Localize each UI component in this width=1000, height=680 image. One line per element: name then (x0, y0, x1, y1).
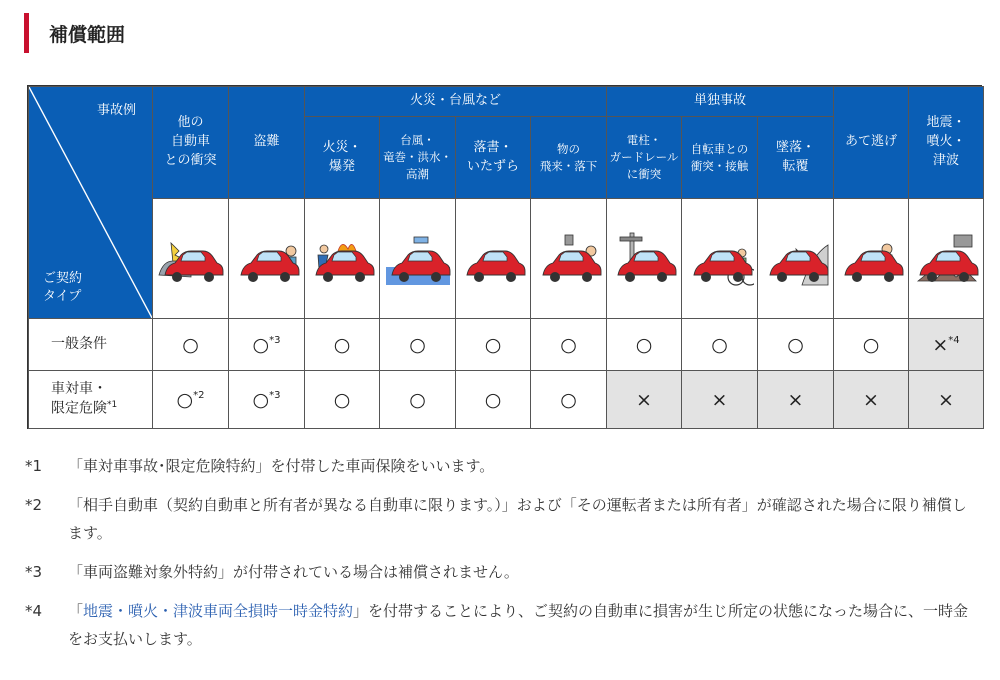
pole-collision-illustration (610, 229, 678, 289)
illustration-cell (380, 199, 456, 319)
footnote-text: 「地震・噴火・津波車両全損時一時金特約」を付帯することにより、ご契約の自動車に損害が生じ所定の状態になった場合に、一時金をお支払いします。 (68, 602, 969, 648)
coverage-mark-cell: ○$^{*3}$ (229, 371, 305, 429)
coverage-mark-cell: ○ (607, 319, 682, 371)
corner-label-accident: 事故例 (96, 103, 136, 118)
coverage-mark-cell: ×$^{*4}$ (909, 319, 984, 371)
footnote-id: *1 (25, 457, 43, 475)
coverage-mark-cell: ○$^{*2}$ (153, 371, 229, 429)
graffiti-illustration (459, 229, 527, 289)
illustration-cell (909, 199, 984, 319)
footnote-2 (25, 491, 980, 547)
illustration-cell (229, 199, 305, 319)
table-row (29, 371, 984, 429)
footnote-1 (25, 452, 980, 480)
coverage-mark-cell: ○ (456, 319, 531, 371)
coverage-mark-cell: ○ (305, 371, 380, 429)
coverage-mark-cell: ○ (531, 319, 607, 371)
illustration-cell (531, 199, 607, 319)
coverage-table (27, 85, 982, 429)
illustration-cell (153, 199, 229, 319)
falling-object-illustration (535, 229, 603, 289)
section-title: 補償範囲 (49, 23, 126, 46)
col-header-theft: 盗難 (229, 87, 305, 199)
row-label-general: 一般条件 (29, 319, 153, 371)
table-row (29, 319, 984, 371)
coverage-mark-cell: × (834, 371, 909, 429)
col-header-other-car: 他の 自動車 との衝突 (153, 87, 229, 199)
illustration-cell (456, 199, 531, 319)
section-heading (24, 13, 125, 53)
footnotes (25, 452, 980, 664)
coverage-mark-cell: ○ (834, 319, 909, 371)
footnote-text: 「車両盗難対象外特約」が付帯されている場合は補償されません。 (68, 563, 519, 581)
car-theft-illustration (233, 229, 301, 289)
col-header-hit-and-run: あて逃げ (834, 87, 909, 199)
col-header-pole: 電柱・ ガードレール に衝突 (607, 117, 682, 199)
group-header-fire: 火災・台風など (305, 87, 607, 117)
coverage-mark-cell: × (758, 371, 834, 429)
footnote-text: 「相手自動車（契約自動車と所有者が異なる自動車に限ります。）」および「その運転者または所有者」が確認された場合に限り補償します。 (68, 496, 967, 542)
coverage-mark-cell: ○ (153, 319, 229, 371)
footnote-id: *4 (25, 602, 43, 620)
coverage-mark-cell: ○ (682, 319, 758, 371)
coverage-mark-cell: ○ (380, 371, 456, 429)
hit-and-run-illustration (837, 229, 905, 289)
coverage-mark-cell: ○ (531, 371, 607, 429)
coverage-mark-cell: ○ (758, 319, 834, 371)
illustration-cell (834, 199, 909, 319)
illustration-cell (682, 199, 758, 319)
col-header-bicycle: 自転車との 衝突・接触 (682, 117, 758, 199)
footnote-4 (25, 597, 980, 653)
group-header-single: 単独事故 (607, 87, 834, 117)
col-header-rollover: 墜落・ 転覆 (758, 117, 834, 199)
coverage-mark-cell: ○ (305, 319, 380, 371)
footnote-3 (25, 558, 980, 586)
illustration-cell (758, 199, 834, 319)
earthquake-illustration (912, 229, 980, 289)
coverage-mark-cell: ○$^{*3}$ (229, 319, 305, 371)
corner-label-contract: ご契約 タイプ (43, 270, 83, 304)
coverage-mark-cell: × (909, 371, 984, 429)
car-collision-illustration (157, 229, 225, 289)
coverage-mark-cell: ○ (380, 319, 456, 371)
footnote-id: *3 (25, 563, 43, 581)
coverage-mark-cell: ○ (456, 371, 531, 429)
col-header-falling-object: 物の 飛来・落下 (531, 117, 607, 199)
col-header-fire-explosion: 火災・ 爆発 (305, 117, 380, 199)
col-header-earthquake: 地震・ 噴火・ 津波 (909, 87, 984, 199)
rollover-illustration (762, 229, 830, 289)
heading-accent-bar (24, 13, 29, 53)
footnote-id: *2 (25, 496, 43, 514)
col-header-typhoon: 台風・ 竜巻・洪水・ 高潮 (380, 117, 456, 199)
row-label-limited: 車対車・ 限定危険$^{*1}$ (29, 371, 153, 429)
illustration-cell (305, 199, 380, 319)
flood-illustration (384, 229, 452, 289)
bicycle-collision-illustration (686, 229, 754, 289)
fire-explosion-illustration (308, 229, 376, 289)
footnote-text: 「車対車事故･限定危険特約」を付帯した車両保険をいいます。 (68, 457, 495, 475)
coverage-mark-cell: × (682, 371, 758, 429)
table-corner-cell (29, 87, 153, 319)
illustration-row (29, 199, 984, 319)
earthquake-rider-link[interactable]: 地震・噴火・津波車両全損時一時金特約 (83, 602, 354, 620)
col-header-graffiti: 落書・ いたずら (456, 117, 531, 199)
coverage-mark-cell: × (607, 371, 682, 429)
illustration-cell (607, 199, 682, 319)
